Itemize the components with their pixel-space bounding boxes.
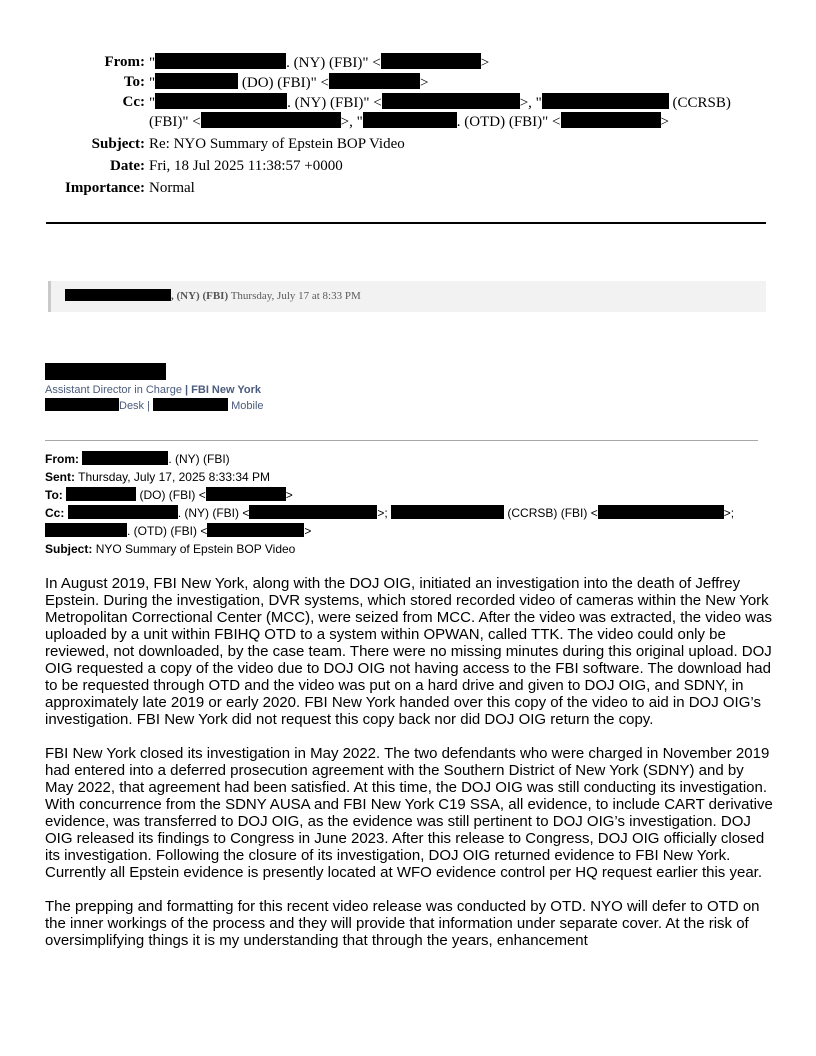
body-paragraph-2: FBI New York closed its investigation in May 2022. The two defendants who were charged in November 2019 had entered into a deferred prosecution agreement with the Southern District of New York (SDNY) and by May 2022, that agreement had been satisfied. At this time, the DOJ OIG was still conducting its investigation. With concurrence from the SDNY AUSA and FBI New York C19 SSA, all evidence, to include CART derivative evidence, was transferred to DOJ OIG, as the evidence was still pertinent to DOJ OIG’s investigation. DOJ OIG released its findings to Congress in June 2023. After this release to Congress, DOJ OIG officially closed its investigation. Following the closure of its investigation, DOJ OIG returned evidence to FBI New York. Currently all Epstein evidence is presently located at WFO evidence control per HQ request earlier this year. [45,745,773,881]
header-to-row [46,73,766,92]
fwd-subject-label: Subject: [45,542,93,556]
cc-label: Cc: [122,94,145,110]
header-date-row [46,157,766,175]
redaction-block [153,398,228,411]
redaction-block [68,505,178,519]
signature-block [45,363,264,414]
cc-2-close: >, " [340,114,363,130]
fwd-subject-value: NYO Summary of Epstein BOP Video [95,542,296,556]
forwarded-header [45,450,770,558]
redaction-block [382,93,520,109]
body-paragraph-3: The prepping and formatting for this recent video release was conducted by OTD. NYO will defer to OTD on the inner workings of the process and they will provide that information under separate cover. At the risk of oversimplifying things it is my understanding that through the years, enhancement [45,898,760,949]
quote-sender: , (NY) (FBI) [171,290,229,302]
header-importance-row [46,179,766,197]
redaction-block [155,53,286,69]
fwd-from-row [45,450,770,468]
header-from-row [46,53,766,72]
cc-2-tail: (CCRSB) [668,95,731,111]
fwd-to-label: To: [45,488,63,502]
fwd-to-row [45,486,770,504]
signature-desk: Desk [119,400,145,412]
redaction-block [391,505,504,519]
body-paragraph-1: In August 2019, FBI New York, along with the DOJ OIG, initiated an investigation into the death of Jeffrey Epstein. During the investigation, DVR systems, which stored recorded video of cameras within the New York Metropolitan Correctional Center (MCC), were seized from MCC. After the video was extracted, the video was uploaded by a unit within FBIHQ OTD to a system within OPWAN, called TTK. The video could only be reviewed, not downloaded, by the case team. There were no missing minutes during this original upload. DOJ OIG requested a copy of the video due to DOJ OIG not having access to the FBI software. The download had to be requested through OTD and the video was put on a hard drive and given to DOJ OIG, and SDNY, in approximately late 2019 or early 2020. FBI New York handed over this copy of the video to aid in DOJ OIG’s investigation. FBI New York did not request this copy back nor did DOJ OIG return the copy. [45,575,772,728]
redaction-block [45,363,166,380]
from-close: > [480,55,490,71]
to-tail: (DO) (FBI)" < [238,75,329,91]
fwd-subject-row [45,540,770,558]
date-value: Fri, 18 Jul 2025 11:38:57 +0000 [149,158,343,174]
cc-3-close: > [660,114,669,130]
header-cc-row [46,93,766,131]
redaction-block [249,505,377,519]
signature-phone-line [45,398,264,414]
redaction-block [155,93,287,109]
redaction-block [207,523,304,537]
redaction-block [206,487,286,501]
fwd-cc-row-2 [45,522,770,540]
cc-1-tail: . (NY) (FBI)" < [287,95,382,111]
to-quote: " [149,75,156,91]
subject-label: Subject: [91,136,145,152]
fwd-cc-3-tail: . (OTD) (FBI) < [127,524,208,538]
signature-title: Assistant Director in Charge [45,384,182,396]
cc-1-close: >, " [519,95,542,111]
cc-2-cont: (FBI)" < [149,114,201,130]
from-tail: . (NY) (FBI)" < [286,55,381,71]
forward-divider [45,440,758,441]
fwd-sent-value: Thursday, July 17, 2025 8:33:34 PM [78,470,271,484]
redaction-block [598,505,724,519]
redaction-block [542,93,669,109]
fwd-cc-row [45,504,770,522]
fwd-to-tail: (DO) (FBI) < [136,488,206,502]
redaction-block [201,112,341,128]
cc-quote: " [149,95,156,111]
quoted-message-bar [48,281,766,312]
redaction-block [45,523,127,537]
fwd-cc-label: Cc: [45,506,65,520]
signature-separator: | [185,384,189,396]
redaction-block [82,451,168,465]
importance-value: Normal [149,180,195,196]
redaction-block [45,398,119,411]
subject-value: Re: NYO Summary of Epstein BOP Video [149,136,405,152]
fwd-cc-2-tail: (CCRSB) (FBI) < [504,506,598,520]
fwd-sent-label: Sent: [45,470,75,484]
header-subject-row [46,135,766,153]
redaction-block [381,53,481,69]
from-quote: " [149,55,156,71]
fwd-cc-1-tail: . (NY) (FBI) < [177,506,250,520]
cc-3-tail: . (OTD) (FBI)" < [456,114,561,130]
redaction-block [561,112,661,128]
message-body [45,575,773,966]
importance-label: Importance: [65,180,145,196]
email-header [46,53,766,201]
redaction-block [65,289,171,301]
fwd-cc-2-close: >; [723,506,735,520]
fwd-from-label: From: [45,452,79,466]
from-label: From: [104,54,145,70]
signature-title-line [45,382,264,398]
redaction-block [155,73,238,89]
fwd-sent-row [45,468,770,486]
fwd-cc-3-close: > [304,524,312,538]
to-label: To: [123,74,145,90]
to-close: > [419,75,429,91]
redaction-block [66,487,136,501]
redaction-block [363,112,457,128]
header-divider [46,222,766,224]
redaction-block [329,73,420,89]
quote-timestamp: Thursday, July 17 at 8:33 PM [230,290,361,302]
date-label: Date: [110,158,145,174]
fwd-to-close: > [285,488,293,502]
signature-separator-2: | [147,400,150,412]
fwd-cc-1-close: >; [377,506,388,520]
signature-office: FBI New York [191,384,262,396]
fwd-from-tail: . (NY) (FBI) [168,452,230,466]
signature-mobile: Mobile [231,400,264,412]
